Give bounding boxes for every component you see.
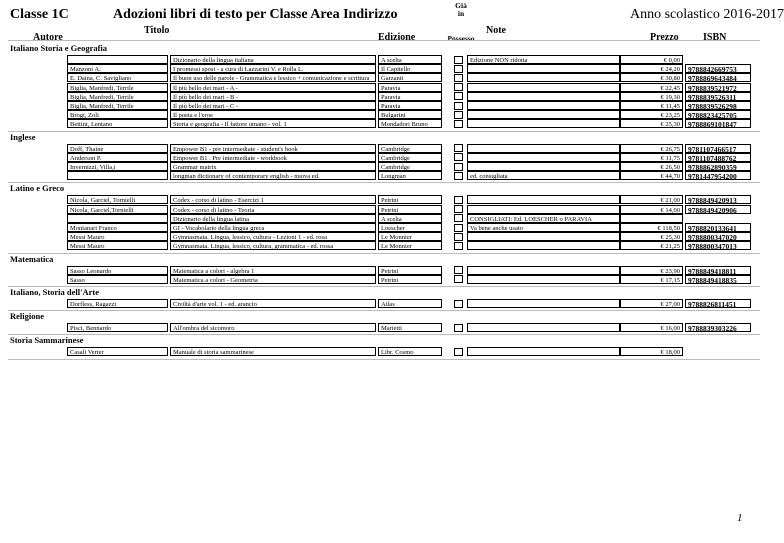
possesso-checkbox[interactable] [454,65,463,73]
note-cell: ed. consigliata [467,171,620,180]
author-cell: Bettini, Lentano [67,119,168,128]
price-cell: € 18,00 [620,347,683,356]
isbn-cell: 9788849418835 [685,275,751,284]
column-header-autore: Autore [33,32,63,43]
author-cell: Invernizzi, Villa,i [67,162,168,171]
title-cell: Il più bello dei mari - B - [170,92,376,101]
note-cell [467,195,620,204]
author-cell: Montanari Franco [67,223,168,232]
title-cell: Empower B1 . Pre intermediate - workbook [170,153,376,162]
note-cell [467,110,620,119]
note-cell [467,119,620,128]
note-cell: Edizione NON ridotta [467,55,620,64]
possesso-checkbox[interactable] [454,102,463,110]
author-cell [67,171,168,180]
price-cell: € 21,00 [620,195,683,204]
publisher-cell: Le Monnier [378,232,442,241]
title-cell: All'ombra del sicomoro [170,323,376,332]
price-cell: € 11,45 [620,101,683,110]
possesso-checkbox[interactable] [454,163,463,171]
price-cell: € 44,70 [620,171,683,180]
column-header-edizione: Edizione [378,32,416,43]
isbn-cell: 9781447954200 [685,171,751,180]
author-cell: Manzoni A. [67,64,168,73]
gia-label: Già [455,1,467,10]
possesso-checkbox[interactable] [454,205,463,213]
note-cell [467,275,620,284]
author-cell: Messi Mauro [67,241,168,250]
possesso-checkbox[interactable] [454,92,463,100]
publisher-cell: Bulgarini [378,110,442,119]
price-cell: € 21,25 [620,241,683,250]
section-heading: Storia Sammarinese [10,335,84,346]
divider [8,40,760,41]
price-cell: € 22,45 [620,83,683,92]
note-cell [467,64,620,73]
author-cell: Dorfless, Ragazzi [67,299,168,308]
section-heading: Inglese [10,131,36,142]
title-cell: Manuale di storia sammarinese [170,347,376,356]
title-cell: Codex - corso di latino - Esercizi 1 [170,195,376,204]
title-cell: Il poeta e l'eroe [170,110,376,119]
isbn-cell: 9788849420913 [685,195,751,204]
publisher-cell: Garzanti [378,73,442,82]
price-cell: € 26,50 [620,162,683,171]
column-header-possesso: Possesso [447,34,475,43]
price-cell: € 19,30 [620,92,683,101]
author-cell: Biglia, Manfredi, Terrile [67,92,168,101]
possesso-checkbox[interactable] [454,233,463,241]
author-cell: Pisci, Bennardo [67,323,168,332]
possesso-checkbox[interactable] [454,324,463,332]
publisher-cell: Loescher [378,223,442,232]
possesso-checkbox[interactable] [454,172,463,180]
isbn-cell [685,214,751,223]
title-cell: Dizionario della lingua italiana [170,55,376,64]
publisher-cell: Il Capitello [378,64,442,73]
note-cell [467,92,620,101]
price-cell: € 27,00 [620,299,683,308]
isbn-cell: 9788823425705 [685,110,751,119]
divider [8,286,760,287]
title-cell: GI - Vocabolario della lingua greca [170,223,376,232]
publisher-cell: Paravia [378,92,442,101]
publisher-cell: Libr. Cosmo [378,347,442,356]
price-cell: € 25,30 [620,119,683,128]
divider [8,182,760,183]
note-cell [467,347,620,356]
isbn-cell: 9781107488762 [685,153,751,162]
author-cell: Casali Verter [67,347,168,356]
possesso-checkbox[interactable] [454,144,463,152]
isbn-cell [685,347,751,356]
publisher-cell: Petrini [378,275,442,284]
note-cell [467,299,620,308]
title-cell: Civiltà d'arte vol. 1 - ed. arancio [170,299,376,308]
isbn-cell: 9788820133641 [685,223,751,232]
possesso-checkbox[interactable] [454,224,463,232]
section-heading: Italiano, Storia dell'Arte [10,287,100,297]
note-cell [467,83,620,92]
section-heading: Latino e Greco [10,183,65,194]
isbn-cell [685,55,751,64]
divider [8,310,760,311]
author-cell [67,214,168,223]
author-cell: Biglia, Manfredi, Terrile [67,83,168,92]
possesso-checkbox[interactable] [454,242,463,250]
isbn-cell: 9788869643484 [685,73,751,82]
note-cell: CONSIGLIATI: Ed. LOESCHER o PARAVIA [467,214,620,223]
title-cell: Gymnasmata. Lingua, lessico, cultura, grammatica - ed. rossa [170,241,376,250]
note-cell [467,162,620,171]
possesso-checkbox[interactable] [454,275,463,283]
author-cell: Anderson P. [67,153,168,162]
gia-in-header [441,2,481,18]
isbn-cell: 9788839303226 [685,323,751,332]
publisher-cell: Marietti [378,323,442,332]
note-cell [467,101,620,110]
price-cell: € 25,30 [620,232,683,241]
title-cell: Gymnasmata. Lingua, lessico, cultura - Lezioni 1 - ed. rosa [170,232,376,241]
price-cell: € 24,20 [620,64,683,73]
column-header-prezzo: Prezzo [650,32,679,43]
price-cell [620,214,683,223]
isbn-cell: 9788869101847 [685,119,751,128]
publisher-cell: Petrini [378,205,442,214]
note-cell [467,323,620,332]
price-cell: € 118,50 [620,223,683,232]
note-cell [467,266,620,275]
publisher-cell: Paravia [378,101,442,110]
author-cell: Doff, Thaine [67,144,168,153]
possesso-checkbox[interactable] [454,74,463,82]
note-cell [467,232,620,241]
author-cell: Sasso [67,275,168,284]
publisher-cell: Cambridge [378,162,442,171]
section-heading: Italiano Storia e Geografia [10,43,108,53]
publisher-cell: Cambridge [378,144,442,153]
divider [8,334,760,335]
possesso-checkbox[interactable] [454,83,463,91]
title-cell: Codex - corso di latino - Teoria [170,205,376,214]
possesso-checkbox[interactable] [454,266,463,274]
isbn-cell: 9788826811451 [685,299,751,308]
isbn-cell: 9788800347020 [685,232,751,241]
author-cell: Messi Mauro [67,232,168,241]
price-cell: € 14,00 [620,205,683,214]
author-cell: Sasso Leonardo [67,266,168,275]
possesso-checkbox[interactable] [454,348,463,356]
publisher-cell: Petrini [378,195,442,204]
price-cell: € 23,25 [620,110,683,119]
possesso-checkbox[interactable] [454,153,463,161]
note-cell [467,144,620,153]
author-cell: Biglia, Manfredi, Terrile [67,101,168,110]
note-cell [467,153,620,162]
price-cell: € 0,00 [620,55,683,64]
price-cell: € 17,15 [620,275,683,284]
note-cell [467,73,620,82]
divider [8,131,760,132]
publisher-cell: Atlas [378,299,442,308]
publisher-cell: Cambridge [378,153,442,162]
title-cell: Empower B1 - pre intermediate - student's book [170,144,376,153]
author-cell: Brogi, Zoli [67,110,168,119]
column-header-isbn: ISBN [703,32,727,43]
note-cell [467,205,620,214]
title-cell: Il più bello dei mari - A - [170,83,376,92]
price-cell: € 26,75 [620,144,683,153]
isbn-cell: 9788839521972 [685,83,751,92]
title-cell: Il buon uso delle parole - Grammatica e lessico + comunicazione e scrittura [170,73,376,82]
possesso-checkbox[interactable] [454,300,463,308]
title-cell: Dizionario della lingua latina [170,214,376,223]
author-cell: Nicola, Garciel, Tornielli [67,195,168,204]
price-cell: € 11,75 [620,153,683,162]
title-cell: Grammar matrix [170,162,376,171]
divider [8,359,760,360]
possesso-checkbox[interactable] [454,111,463,119]
isbn-cell: 9781107466517 [685,144,751,153]
page-title: Adozioni libri di testo per Classe Area Indirizzo [113,7,398,22]
author-cell [67,55,168,64]
isbn-cell: 9788839526298 [685,101,751,110]
in-label: in [457,9,465,18]
publisher-cell: Le Monnier [378,241,442,250]
section-heading: Matematica [10,253,54,264]
divider [8,253,760,254]
title-cell: Storia e geografia - Il fattore umano - vol. 1 [170,119,376,128]
possesso-checkbox[interactable] [454,120,463,128]
isbn-cell: 9788849420906 [685,205,751,214]
isbn-cell: 9788842669753 [685,64,751,73]
column-header-note: Note [486,25,506,36]
class-label: Classe 1C [10,7,69,22]
possesso-checkbox[interactable] [454,56,463,64]
possesso-checkbox[interactable] [454,214,463,222]
note-cell: Va bene anche usato [467,223,620,232]
author-cell: E. Daina, C. Savigliano [67,73,168,82]
price-cell: € 30,80 [620,73,683,82]
isbn-cell: 9788849418811 [685,266,751,275]
isbn-cell: 9788862890359 [685,162,751,171]
page-number: 1 [737,512,743,524]
title-cell: longman dictionary of contemporary english - nuova ed. [170,171,376,180]
title-cell: Il più bello dei mari - C - [170,101,376,110]
isbn-cell: 9788839526311 [685,92,751,101]
title-cell: Matematica a colori - algebra 1 [170,266,376,275]
title-cell: Matematica a colori - Geometria [170,275,376,284]
publisher-cell: A scelta [378,214,442,223]
title-cell: I promessi sposi - a cura di Lazzarini V. e Rolla L. [170,64,376,73]
section-heading: Religione [10,311,44,322]
publisher-cell: Paravia [378,83,442,92]
author-cell: Nicola, Garciel,Tornielli [67,205,168,214]
note-cell [467,241,620,250]
publisher-cell: A scelta [378,55,442,64]
publisher-cell: Mondadori Bruno [378,119,442,128]
price-cell: € 16,00 [620,323,683,332]
price-cell: € 23,90 [620,266,683,275]
publisher-cell: Petrini [378,266,442,275]
possesso-checkbox[interactable] [454,196,463,204]
publisher-cell: Longman [378,171,442,180]
school-year: Anno scolastico 2016-2017 [630,7,784,22]
isbn-cell: 9788800347013 [685,241,751,250]
column-header-titolo: Titolo [144,25,170,36]
